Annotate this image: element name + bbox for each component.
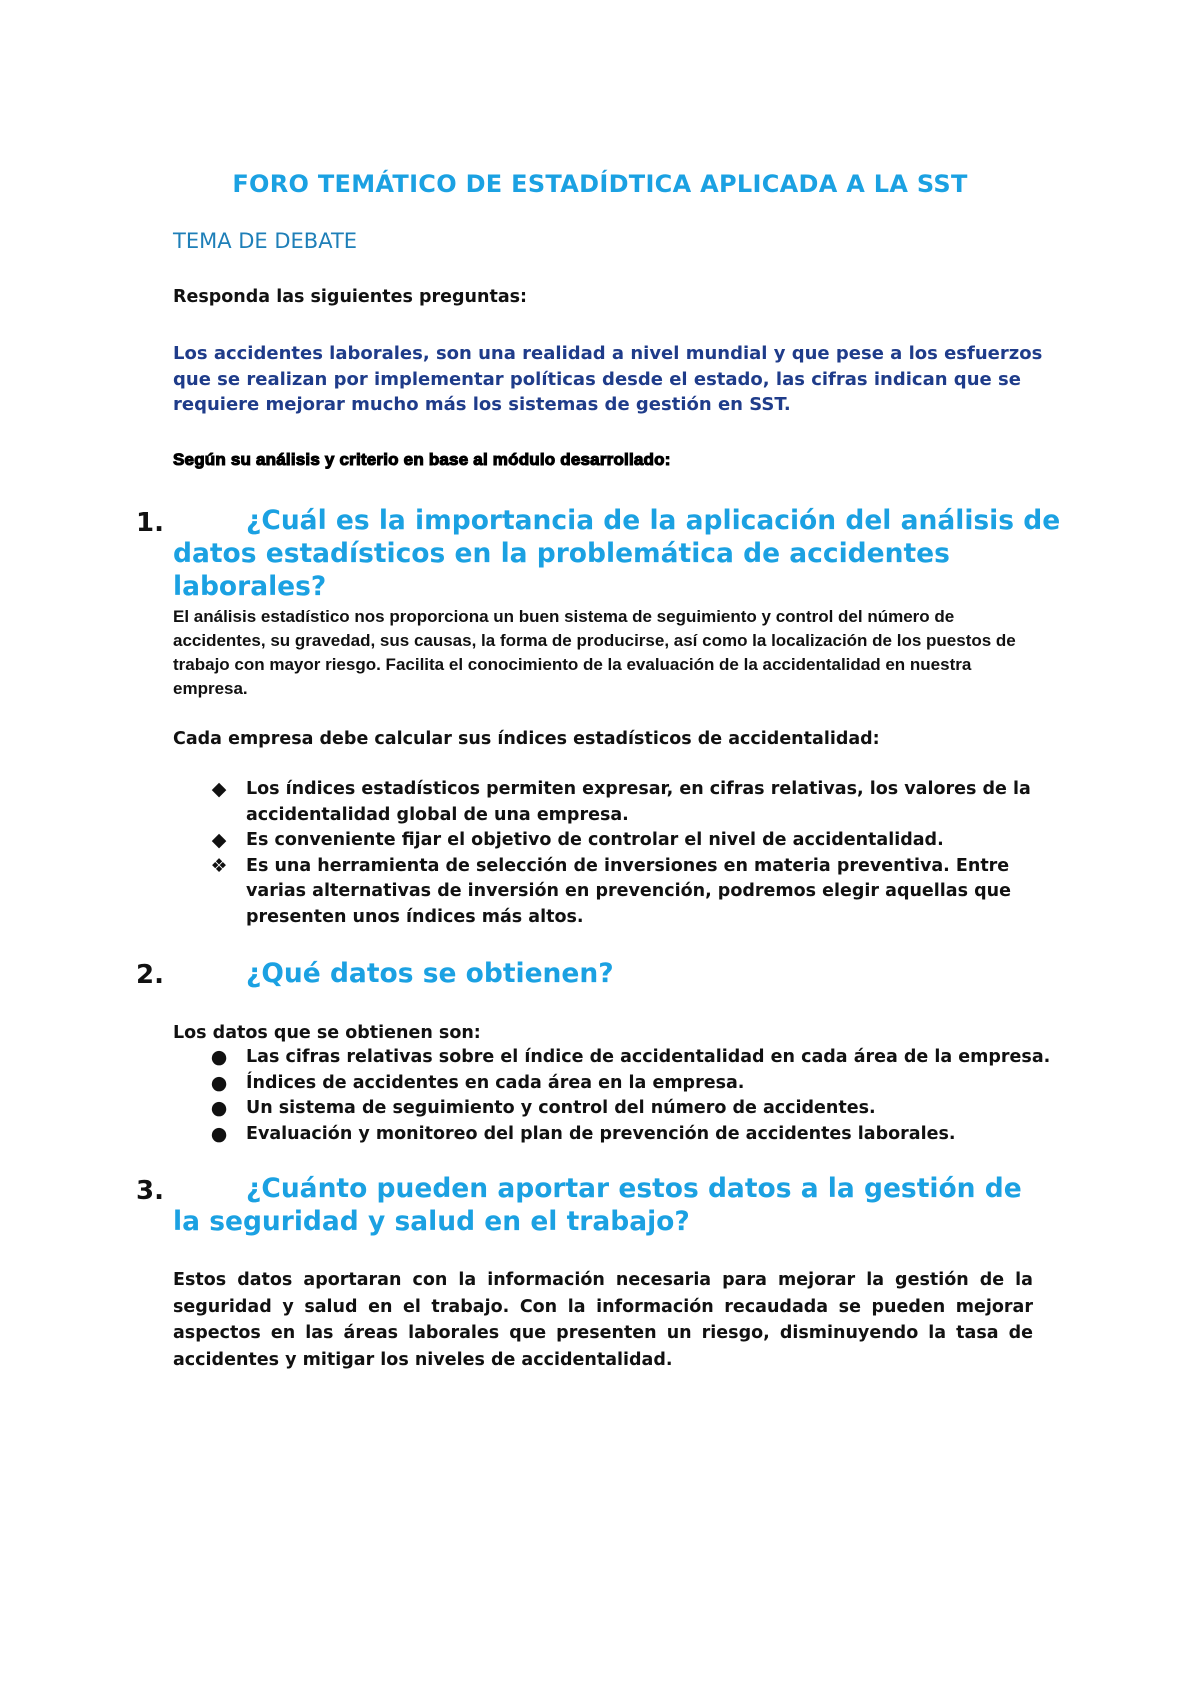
list-item-text: Es una herramienta de selección de inversiones en materia preventiva. Entre varias alternativas de inversión en prevención, podremos elegir aquellas que presenten unos índices más altos.	[246, 855, 1011, 927]
list-item-text: Un sistema de seguimiento y control del número de accidentes.	[246, 1098, 876, 1118]
question-3-answer: Estos datos aportaran con la información necesaria para mejorar la gestión de la seguridad y salud en el trabajo. Con la información recaudada se pueden mejorar aspectos en las áreas laborales que presenten un riesgo, disminuyendo la tasa de accidentes y mitigar los niveles de accidentalidad.	[173, 1270, 1033, 1370]
list-item	[173, 1096, 1053, 1122]
instruction-text: Responda las siguientes preguntas:	[173, 287, 528, 307]
question-3-heading: ¿Cuánto pueden aportar estos datos a la gestión de la seguridad y salud en el trabajo?	[173, 1173, 1022, 1237]
diamond-bullet-icon: ◆	[211, 829, 227, 851]
dot-bullet-icon: ●	[210, 1071, 228, 1094]
question-1-number: 1.	[136, 508, 164, 538]
question-2-heading: ¿Qué datos se obtienen?	[246, 958, 614, 989]
list-item	[173, 1045, 1053, 1071]
list-item	[173, 828, 1053, 854]
list-item-text: Es conveniente fijar el objetivo de controlar el nivel de accidentalidad.	[246, 830, 944, 850]
debate-subtitle: TEMA DE DEBATE	[173, 229, 358, 253]
question-2-bullet-list	[173, 1045, 1053, 1147]
intro-paragraph: Los accidentes laborales, son una realidad a nivel mundial y que pese a los esfuerzos que se realizan por implementar políticas desde el estado, las cifras indican que se requiere mejorar mucho más los sistemas de gestión en SST.	[173, 343, 1043, 415]
question-1-bullet-list	[173, 777, 1053, 930]
question-3-number: 3.	[136, 1176, 164, 1206]
document-title: FORO TEMÁTICO DE ESTADÍDTICA APLICADA A LA SST	[232, 170, 968, 198]
list-item-text: Las cifras relativas sobre el índice de accidentalidad en cada área de la empresa.	[246, 1047, 1051, 1067]
diamond-bullet-icon: ◆	[211, 778, 227, 800]
question-2-number: 2.	[136, 960, 164, 990]
dot-bullet-icon: ●	[210, 1046, 228, 1068]
question-1-subheading: Cada empresa debe calcular sus índices estadísticos de accidentalidad:	[173, 729, 880, 749]
list-item	[173, 777, 1053, 828]
list-item	[173, 1122, 1053, 1148]
question-1-answer: El análisis estadístico nos proporciona un buen sistema de seguimiento y control del número de accidentes, su gravedad, sus causas, la forma de producirse, así como la localización de los puestos de trabajo con mayor riesgo. Facilita el conocimiento de la evaluación de la accidentalidad en nuestra empresa.	[173, 607, 1016, 698]
list-item-text: Índices de accidentes en cada área en la empresa.	[246, 1072, 745, 1093]
dot-bullet-icon: ●	[210, 1122, 228, 1145]
dot-bullet-icon: ●	[210, 1097, 228, 1119]
list-item	[173, 1071, 1053, 1097]
list-item-text: Evaluación y monitoreo del plan de prevención de accidentes laborales.	[246, 1123, 956, 1144]
question-1-heading: ¿Cuál es la importancia de la aplicación del análisis de datos estadísticos en la problemática de accidentes laborales?	[173, 505, 1061, 602]
list-item	[173, 854, 1053, 931]
list-item-text: Los índices estadísticos permiten expresar, en cifras relativas, los valores de la accidentalidad global de una empresa.	[246, 779, 1031, 825]
criterion-heading: Según su análisis y criterio en base al módulo desarrollado:	[173, 450, 671, 469]
question-2-subheading: Los datos que se obtienen son:	[173, 1023, 481, 1043]
four-diamond-bullet-icon: ❖	[210, 854, 228, 877]
